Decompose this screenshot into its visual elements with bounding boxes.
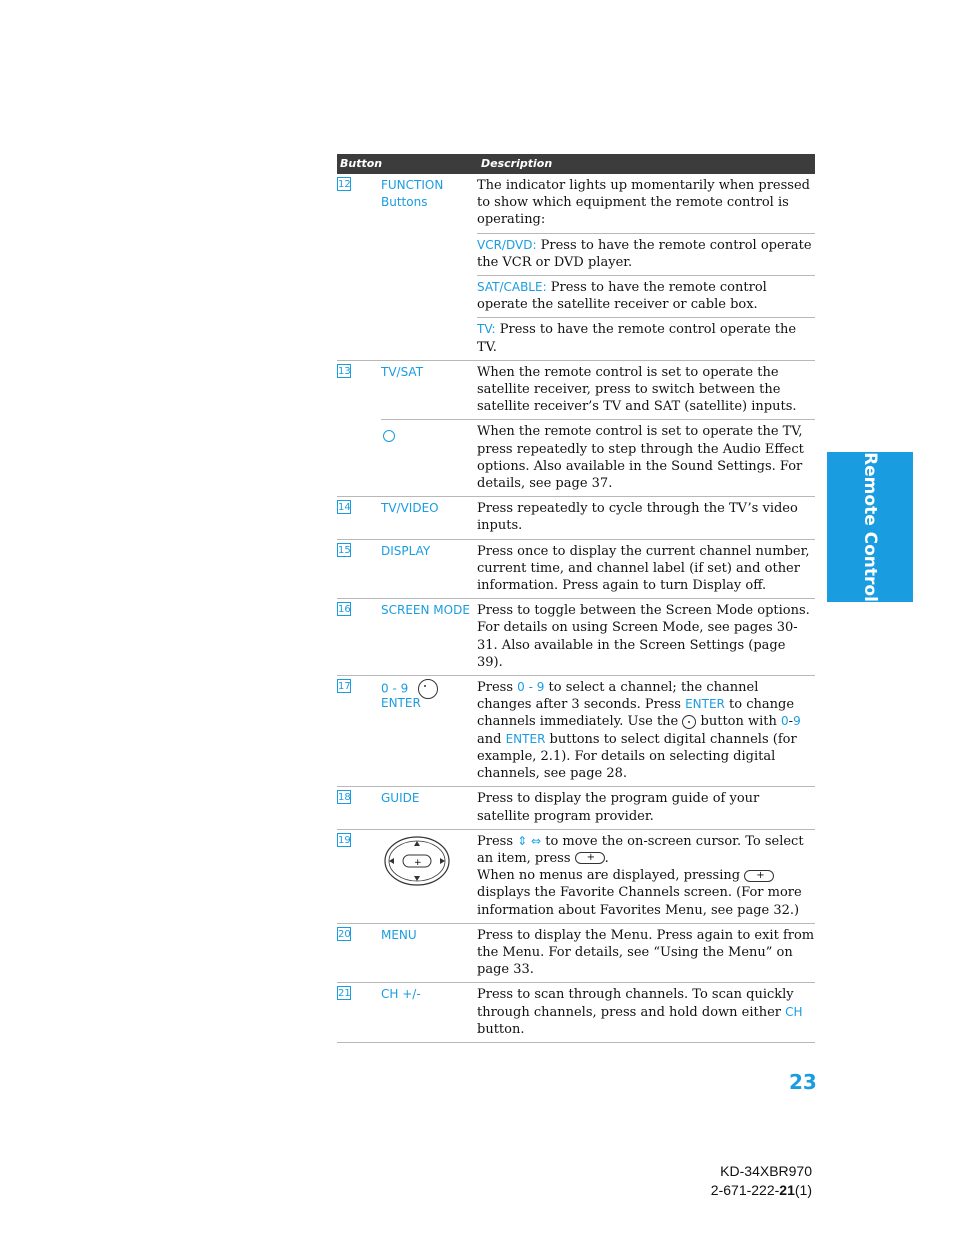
button-name: TV/VIDEO	[381, 501, 439, 516]
row-description: Press once to display the current channel number, current time, and channel label (if set) and other information. Press again to turn Display off.	[477, 543, 810, 594]
sub-description: VCR/DVD: Press to have the remote control operate the VCR or DVD player.	[477, 233, 815, 275]
svg-text:+: +	[414, 857, 422, 868]
row-number: 17	[338, 681, 351, 693]
table-row	[337, 676, 815, 787]
enter-button-icon	[575, 852, 605, 864]
footer	[711, 1162, 812, 1200]
table-row	[337, 924, 815, 984]
table-row	[337, 787, 815, 829]
dot-button-icon	[418, 679, 438, 699]
button-name: SCREEN MODE	[381, 603, 470, 618]
row-number: 16	[338, 604, 351, 616]
row-number: 12	[338, 179, 351, 190]
sub-description: SAT/CABLE: Press to have the remote control operate the satellite receiver or cable box.	[477, 275, 815, 317]
button-name: CH +/-	[381, 987, 421, 1002]
row-description: Press to scan through channels. To scan quickly through channels, press and hold down either CH button.	[477, 987, 803, 1037]
joystick-pad-icon	[384, 836, 450, 886]
row-number: 15	[338, 544, 351, 556]
table-row	[337, 540, 815, 600]
header-description: Description	[481, 157, 553, 170]
section-tab-label: Remote Control	[860, 452, 880, 602]
table-row	[337, 983, 815, 1043]
table-row	[337, 174, 815, 361]
audio-effect-icon	[383, 430, 395, 442]
row-number: 20	[338, 928, 351, 940]
dot-button-icon	[682, 715, 696, 729]
row-description: When the remote control is set to operate the satellite receiver, press to switch between the satellite receiver’s TV and SAT (satellite) inputs.	[477, 364, 797, 415]
section-side-tab	[827, 452, 913, 602]
enter-button-icon	[744, 870, 774, 882]
button-name: MENU	[381, 927, 417, 942]
button-description-table	[337, 154, 815, 1043]
row-description: Press to display the Menu. Press again to exit from the Menu. For details, see “Using the Menu” on page 33.	[477, 927, 815, 978]
header-button: Button	[340, 157, 383, 170]
button-name: GUIDE	[381, 791, 420, 806]
button-name: 0 - 9 ENTER	[381, 679, 438, 712]
arrow-keys-icon: ⇕ ⇔	[517, 833, 542, 848]
sub-description: TV: Press to have the remote control operate the TV.	[477, 317, 815, 359]
page-number: 23	[789, 1070, 817, 1094]
row-description: Press ⇕ ⇔ to move the on-screen cursor. To select an item, press + . When no menus are displayed, pressing + displays the Favorite Channels screen. (For more information about Favorites Menu, see page 32.)	[477, 830, 815, 923]
row-description: Press 0 - 9 to select a channel; the channel changes after 3 seconds. Press ENTER to change channels immediately. Use the button with 0-9 and ENTER buttons to select digital channels (for example, 2.1). For details on selecting digital channels, see page 28.	[477, 680, 801, 782]
row-number: 21	[338, 988, 351, 1000]
row-number: 19	[338, 834, 351, 846]
button-name: FUNCTION Buttons	[381, 178, 444, 209]
row-description: Press repeatedly to cycle through the TV’s video inputs.	[477, 501, 798, 534]
row-number: 13	[338, 365, 351, 377]
table-row	[337, 361, 815, 497]
button-name: DISPLAY	[381, 543, 431, 558]
table-row	[337, 599, 815, 676]
model-number: KD-34XBR970	[720, 1163, 812, 1179]
button-name: TV/SAT	[381, 364, 424, 379]
row-number: 18	[338, 792, 351, 804]
row-description: The indicator lights up momentarily when pressed to show which equipment the remote control is operating:	[477, 178, 810, 228]
table-header	[337, 154, 815, 174]
table-row	[337, 830, 815, 924]
part-code: 2-671-222-21(1)	[710, 1182, 812, 1198]
row-description: Press to display the program guide of your satellite program provider.	[477, 791, 760, 824]
sub-description: When the remote control is set to operate the TV, press repeatedly to step through the Audio Effect options. Also available in the Sound Settings. For details, see page 37.	[477, 424, 804, 492]
table-row	[337, 497, 815, 539]
row-number: 14	[338, 502, 351, 514]
row-description: Press to toggle between the Screen Mode options. For details on using Screen Mode, see pages 30-31. Also available in the Screen Settings (page 39).	[477, 603, 810, 670]
